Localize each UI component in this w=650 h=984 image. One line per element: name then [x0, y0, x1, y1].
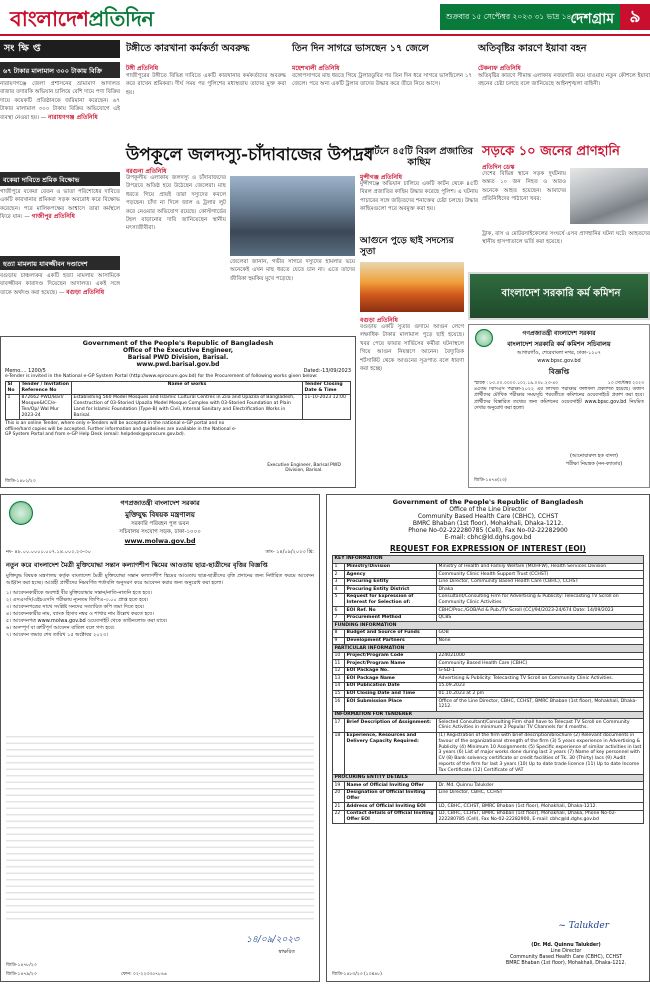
- list-item: ২। এসএসসি/এইচএসসি পরীক্ষায় ন্যূনতম জিপিএ-৩.০০ প্রাপ্ত হতে হবে।: [6, 597, 149, 603]
- eoi-cell-label: EOI Publication Date: [345, 683, 437, 691]
- bpsc-gd: জিডি-১৪৭৪(২৩): [474, 478, 507, 483]
- tender1-gd: জিডি-১৪৮২/২৩: [5, 479, 36, 484]
- story3-byline: প্রতিদিন ডেস্ক: [482, 164, 515, 171]
- cbhc-eoi-notice: [326, 494, 650, 982]
- eoi-cell-no: 17: [333, 719, 345, 732]
- col2-byline: মহেশখালী প্রতিনিধি: [292, 65, 340, 72]
- list-item: ৬। অসম্পূর্ণ বা ত্রুটিপূর্ণ আবেদন বাতিল বলে গণ্য হবে।: [6, 625, 115, 631]
- eoi-section-row: [333, 622, 644, 630]
- story3-cont: ট্রাক, বাস ও মোটরসাইকেলের সংঘর্ষে এসব প্রাণহানির ঘটনা ঘটে। আহতদের স্থানীয় হাসপাতালে ভর্তি করা হয়েছে।: [482, 231, 650, 246]
- eoi-section-title: INFORMATION FOR TENDERER: [333, 711, 644, 719]
- eoi-cell-label: Project/Program Name: [345, 660, 437, 668]
- eoi-cell-label: EOI Submission Place: [345, 698, 437, 711]
- tender1-url[interactable]: www.pwd.barisal.gov.bd: [136, 361, 220, 368]
- tender1-foot: This is an online Tender, where only e-Tenders will be accepted in the national e-GP portal and no offline/hard copies will be accepted. Further information and guidelines are available in the National e-GP System Portal and from e-GP Help Desk (email: helpdesk@eprocure.gov.bd).: [5, 420, 237, 438]
- eoi-cell-label: Designation of Official Inviting Offer: [345, 790, 437, 803]
- eoi-sign-block: [491, 943, 641, 967]
- table-row: [333, 630, 644, 638]
- eoi-cell-value: QCBS: [437, 614, 644, 622]
- eoi-cell-no: 16: [333, 698, 345, 711]
- table-row: [333, 563, 644, 571]
- eoi-cell-no: 5: [333, 593, 345, 606]
- issue-date: শুক্রবার ১৫ সেপ্টেম্বর ২০২৩ ৩১ ভাদ্র ১৪৩০: [446, 12, 582, 21]
- lead-text: উপকূলীয় এলাকায় জলদস্যু ও চাঁদাবাজদের উপদ্রবে অতিষ্ঠ হয়ে উঠেছেন জেলেরা। মাছ ধরতে গিয়ে প্রায়ই তারা দস্যুদের কবলে পড়ছেন। চাঁদা না দিলে জাল ও ট্রলার লুট করে নেওয়ার অভিযোগ রয়েছে। কোস্টগার্ডের টহল বাড়ানোর দাবি জানিয়েছেন স্থানীয় মৎস্যজীবীরা।: [126, 175, 226, 232]
- eoi-cell-no: 22: [333, 811, 345, 824]
- molwa-body: মুক্তিযুদ্ধ বিষয়ক মন্ত্রণালয় কর্তৃক বাংলাদেশ মৈত্রী মুক্তিযোদ্ধা সন্তান কল্যাণশীপ স্কিমের আওতায় ছাত্র-ছাত্রীদের বৃত্তি প্রদানের জন্য নির্ধারিত ফরমে আবেদন আহ্বান করা হচ্ছে। আগ্রহী প্রার্থীদের নিম্নবর্ণিত শর্তাবলি অনুসরণ করে আবেদন করার জন্য অনুরোধ করা হলো।: [6, 573, 314, 586]
- eoi-cell-label: Contact details of Official Inviting Offer EOI: [345, 811, 437, 824]
- page-number: ৯: [620, 4, 650, 30]
- eoi-cell-value: Community Clinic Health Support Trust (CCHST): [437, 571, 644, 579]
- brief3-title: হত্যা মামলায় যাবজ্জীবন দণ্ডাদেশ: [0, 256, 120, 270]
- eoi-cell-value: GOB: [437, 630, 644, 638]
- eoi-cell-label: Development Partners: [345, 637, 437, 645]
- bpsc-memo-row: [474, 380, 644, 387]
- eoi-cell-value: LD, CBHC, CCHST, BMRC Bhaban (1st floor), Mohakhali, Dhaka, Phone No-02-222280785 (Cell), Fax No-02-22282900, E-mail: cbhc@ld.dghs.gov.bd: [437, 811, 644, 824]
- eoi-t3: Community Based Health Care (CBHC), CCHST: [417, 513, 559, 520]
- eoi-cell-no: 12: [333, 667, 345, 675]
- eoi-title: REQUEST FOR EXPRESSION OF INTEREST (EOI): [390, 544, 586, 553]
- molwa-gd: জিডি-১৪৭৮/২৩: [6, 963, 37, 968]
- col1-byline: টঙ্গী প্রতিনিধি: [126, 65, 159, 72]
- eoi-cell-label: Procuring Entity District: [345, 586, 437, 594]
- eoi-gd: জিডি-১৪৮৩/২৩ (১০x৪৮): [332, 972, 382, 977]
- truck-photo: [570, 168, 648, 224]
- story2-headline: কার্টনে ৪৫টি বিরল প্রজাতির কাছিম: [365, 146, 473, 168]
- list-item: ১। আবেদনকারীকে অবশ্যই বীর মুক্তিযোদ্ধার সন্তান/নাতি-নাতনি হতে হবে।: [6, 590, 152, 596]
- table-row: [333, 719, 644, 732]
- story4-headline: আগুনে পুড়ে ছাই সদস্যের সুতা: [360, 236, 454, 257]
- brief1-text: নারায়ণগঞ্জে জেলা প্রশাসনের ভ্রাম্যমাণ আদালত বাজার তদারকি অভিযান চালিয়ে বেশি দামে পণ্য বিক্রির দায়ে কয়েকটি প্রতিষ্ঠানকে জরিমানা করেছেন। ৬৭ টাকার মালামাল ৩০০ টাকায় বিক্রির অভিযোগে এই ব্যবস্থা নেওয়া হয়। — নারায়ণগঞ্জ প্রতিনিধি: [0, 81, 120, 121]
- lead-photo: [230, 176, 355, 256]
- molwa-gd2: জিডি-১৪৭৯/২৩: [6, 972, 37, 977]
- list-item: ৫। আবেদনপত্র www.molwa.gov.bd ওয়েবসাইট থেকে ডাউনলোড করা যাবে।: [6, 618, 168, 624]
- col2-text: বঙ্গোপসাগরে মাছ ধরতে গিয়ে ট্রলারডুবির পর তিন দিন ধরে সাগরে ভাসছিলেন ১৭ জেলে। পরে অন্য একটি ট্রলার তাদের উদ্ধার করে তীরে নিয়ে আসে।: [292, 73, 472, 88]
- eoi-t4: BMRC Bhaban (1st floor), Mohakhali, Dhaka-1212.: [412, 520, 564, 527]
- eoi-cell-value: Consultant/Consulting Firm for Advertising & Publicity: Telecasting TV Scroll on Community Clinic Activities: [437, 593, 644, 606]
- bpsc-sign-photo: [468, 272, 650, 320]
- table-row: [333, 698, 644, 711]
- section-name: দেশগ্রাম: [570, 11, 614, 27]
- story3-text: দেশের বিভিন্ন স্থানে সড়ক দুর্ঘটনায় অন্তত ১০ জন নিহত ও আরও অনেকে আহত হয়েছেন। আমাদের প্রতিনিধিদের পাঠানো খবর:: [482, 171, 566, 203]
- eoi-cell-value: LD, CBHC, CCHST, BMRC Bhaban (1st floor), Mohakhali, Dhaka-1212.: [437, 803, 644, 811]
- tender1-gov: Government of the People's Republic of Bangladesh: [82, 339, 274, 347]
- molwa-t2: মুক্তিযুদ্ধ বিষয়ক মন্ত্রণালয়: [125, 511, 195, 519]
- table-row: [333, 578, 644, 586]
- story3-headline: সড়কে ১০ জনের প্রাণহানি: [482, 144, 620, 159]
- eoi-cell-label: EOI Closing Date and Time: [345, 690, 437, 698]
- molwa-url[interactable]: www.molwa.gov.bd: [124, 537, 196, 545]
- bpsc-url[interactable]: www.bpsc.gov.bd: [537, 358, 581, 364]
- masthead: [10, 3, 153, 38]
- eoi-section-title: KEY INFORMATION: [333, 556, 644, 564]
- eoi-cell-label: Procurement Method: [345, 614, 437, 622]
- tender1-table: [5, 381, 351, 420]
- list-item: ৭। আবেদন জমার শেষ তারিখ ১৫ অক্টোবর ২০২৩।: [6, 632, 108, 638]
- eoi-cell-value: 15.09.2023: [437, 683, 644, 691]
- bpsc-signer: (আনোয়ারুল হক বাদল): [569, 453, 619, 459]
- td-work: Establishing 560 Model Mosques and Islamic Cultural Centres in Zila and Upazila of Bangladesh, Construction of 03-Storied Upazila Model Mosque Complex with 03-Storied Foundation at Plain Land for Islamic Foundation (Type-B) with Civil, Internal Sanitary and Electrification Works in Barisal.: [72, 394, 303, 419]
- bpsc-sdesig: পরীক্ষা নিয়ন্ত্রক (নন-ক্যাডার): [565, 461, 623, 467]
- eoi-t1: Government of the People's Republic of Bangladesh: [392, 498, 584, 506]
- table-row: [6, 394, 351, 419]
- eoi-section-row: [333, 774, 644, 782]
- story4-text: বগুড়ায় একটি সুতার গুদামে আগুন লেগে লক্ষাধিক টাকার মালামাল পুড়ে ছাই হয়েছে। খবর পেয়ে ফায়ার সার্ভিসের কর্মীরা ঘটনাস্থলে গিয়ে আগুন নিয়ন্ত্রণে আনেন। বৈদ্যুতিক শর্টসার্কিট থেকে আগুনের সূত্রপাত বলে ধারণা করা হচ্ছে।: [360, 324, 464, 373]
- headline-1: টঙ্গীতে কারখানা কর্মকর্তা অবরুদ্ধ: [126, 43, 250, 54]
- tender1-memo: Memo.... 1200/5: [5, 368, 46, 374]
- bpsc-addr: আগারগাঁও, শেরেবাংলা নগর, ঢাকা-১২০৭: [516, 350, 601, 356]
- table-row: [333, 690, 644, 698]
- eoi-cell-label: EOI Package Name: [345, 675, 437, 683]
- molwa-signer: স্বাক্ষরিত: [278, 949, 295, 955]
- bpsc-notice: [468, 324, 650, 488]
- story2-byline: মুন্সীগঞ্জ প্রতিনিধি: [360, 174, 402, 181]
- molwa-points: [6, 590, 314, 639]
- th-date: Tender Closing Date & Time: [303, 381, 351, 394]
- eoi-section-row: [333, 645, 644, 653]
- eoi-cell-no: 3: [333, 578, 345, 586]
- eoi-cell-value: 01.10.2023 at 2 pm: [437, 690, 644, 698]
- lead-headline: উপকূলে জলদস্যু-চাঁদাবাজের উপদ্রব: [126, 145, 374, 165]
- headline-3: অতিবৃষ্টির কারণে ইয়াবা বহন: [478, 43, 587, 54]
- eoi-cell-no: 1: [333, 563, 345, 571]
- bpsc-title: বিজ্ঞপ্তি: [548, 368, 570, 376]
- eoi-section-row: [333, 556, 644, 564]
- molwa-date: তাং- ১৪/০৯/২০২৩ খ্রি:: [265, 549, 314, 555]
- eoi-s2: Community Based Health Care (CBHC), CCHST: [509, 955, 623, 960]
- eoi-cell-no: 2: [333, 571, 345, 579]
- eoi-cell-label: Procuring Entity: [345, 578, 437, 586]
- eoi-cell-no: 14: [333, 683, 345, 691]
- eoi-cell-label: Request for Expression of Interest for Selection of:: [345, 593, 437, 606]
- tender1-sign: Executive Engineer, Barisal PWD Division, Barisal.: [267, 463, 341, 473]
- molwa-signature: ১৪/০৯/২০২৩: [246, 935, 299, 945]
- eoi-cell-label: Brief Description of Assignment:: [345, 719, 437, 732]
- molwa-memo-row: [6, 549, 314, 557]
- eoi-cell-no: 7: [333, 614, 345, 622]
- bpsc-t2: বাংলাদেশ সরকারি কর্ম কমিশন সচিবালয়: [507, 340, 611, 348]
- page-header: [0, 0, 650, 36]
- molwa-headline: নতুন করে বাংলাদেশ মৈত্রী মুক্তিযোদ্ধা সন্তান কল্যাণশীপ স্কিমের আওতায় ছাত্র-ছাত্রীদের বৃত্তির বিজ্ঞপ্তি: [6, 561, 268, 569]
- fire-photo: [360, 262, 464, 312]
- table-row: [333, 607, 644, 615]
- tender1-place: Barisal PWD Division, Barisal.: [127, 354, 229, 361]
- table-row: [333, 811, 644, 824]
- eoi-table: [332, 555, 644, 824]
- eoi-cell-value: Line Director, CBHC, CCHST: [437, 790, 644, 803]
- brief-label: সংক্ষিপ্ত: [0, 40, 120, 58]
- eoi-cell-value: Office of the Line Director, CBHC, CCHST, BMRC Bhaban (1st floor), Mohakhali, Dhaka-1212.: [437, 698, 644, 711]
- molwa-t3: সরকারি পরিবহন পুল ভবন: [131, 521, 189, 527]
- table-row: [333, 683, 644, 691]
- masthead-part2: প্রতিদিন: [88, 6, 154, 31]
- eoi-cell-value: Selected Consultant/Consulting Firm shall have to Telecast TV Scroll on Community Clinic Activities in minimum 2 Popular TV Channels for 4 months.: [437, 719, 644, 732]
- td-ref: 872662 PWD/Barl/ Mosque&ICC/e-Ten/Op/ Wal Mur 2023-24: [20, 394, 72, 419]
- eoi-s3: BMRC Bhaban (1st floor), Mohakhali, Dhaka-1212.: [505, 961, 627, 966]
- eoi-s1: Line Director: [550, 949, 582, 954]
- th-name: Name of works: [72, 381, 303, 394]
- eoi-cell-label: Name of Official Inviting Offer: [345, 782, 437, 790]
- eoi-cell-value: Line Director, Community Based Health Care (CBHC), CCHST: [437, 578, 644, 586]
- molwa-notice: [0, 494, 320, 982]
- table-row: [333, 782, 644, 790]
- eoi-cell-no: 20: [333, 790, 345, 803]
- brief3-text: বগুড়ায় চাঞ্চল্যকর একটি হত্যা মামলায় আসামিকে যাবজ্জীবন কারাদণ্ড দিয়েছেন আদালত। একই সঙ্গে তাকে অর্থদণ্ড করা হয়েছে। — বগুড়া প্রতিনিধি: [0, 273, 120, 296]
- eoi-cell-no: 6: [333, 607, 345, 615]
- th-sl: Sl No: [6, 381, 20, 394]
- tender1-header-row: [6, 381, 351, 394]
- table-row: [333, 637, 644, 645]
- eoi-cell-label: Budget and Source of Funds: [345, 630, 437, 638]
- gov-seal-icon: [475, 329, 493, 347]
- col3-text: অতিবৃষ্টির কারণে সীমান্ত এলাকায় নজরদারি কমে যাওয়ায় নতুন কৌশলে ইয়াবা বহনের চেষ্টা চলছে বলে জানিয়েছে আইনশৃঙ্খলা বাহিনী।: [478, 73, 650, 88]
- eoi-cell-label: Experience, Resources and Delivery Capacity Required:: [345, 732, 437, 774]
- td-date: 11-10-2023 12:00: [303, 394, 351, 419]
- list-item: ৪। আবেদনকারীর নাম, ব্যাংক হিসাব নম্বর ও শাখার নাম উল্লেখ করতে হবে।: [6, 611, 154, 617]
- eoi-cell-label: Ministry/Division: [345, 563, 437, 571]
- brief2-title: বকেয়া দাবিতে শ্রমিক বিক্ষোভ: [0, 172, 120, 186]
- story2-text: মুন্সীগঞ্জে অভিযান চালিয়ে একটি কার্টন থেকে ৪৫টি বিরল প্রজাতির কাছিম উদ্ধার করেছে পুলিশ। এ ঘটনায় পাচারের সঙ্গে জড়িতদের শনাক্তের চেষ্টা চলছে। উদ্ধার কাছিমগুলো পরে অবমুক্ত করা হয়।: [360, 181, 478, 213]
- eoi-t2: Office of the Line Director: [449, 506, 527, 513]
- col3-byline: টেকনাফ প্রতিনিধি: [478, 65, 521, 72]
- bpsc-sign-text: বাংলাদেশ সরকারি কর্ম কমিশন: [501, 288, 621, 299]
- eoi-signature: ~ Talukder: [558, 921, 609, 931]
- eoi-t5: Phone No-02-222280785 (Cell), Fax No-02-22282900: [408, 527, 568, 534]
- eoi-cell-label: EOI Ref. No: [345, 607, 437, 615]
- table-row: [333, 614, 644, 622]
- table-row: [333, 586, 644, 594]
- table-row: [333, 732, 644, 774]
- eoi-cell-value: CBHC/Proc./GOB/Ad & Pub./TV Scroll (CC)/94/2023-24/674 Date: 14/09/2023: [437, 607, 644, 615]
- eoi-cell-value: Advertising & Publicity: Telecasting TV Scroll on Community Clinic Activities.: [437, 675, 644, 683]
- table-row: [333, 667, 644, 675]
- eoi-t6: E-mail: cbhc@ld.dghs.gov.bd: [444, 534, 532, 541]
- eoi-cell-value: Community Based Health Care (CBHC): [437, 660, 644, 668]
- pwd-tender-ad: [0, 336, 356, 488]
- bpsc-t1: গণপ্রজাতন্ত্রী বাংলাদেশ সরকার: [522, 330, 596, 337]
- bpsc-memo: স্মারক : ৮০.০০.০০০০.১০২.১৯.০০৮.২৩-৪০: [474, 381, 559, 386]
- molwa-addr: সচিবালয় সংযোগ সড়ক, ঢাকা-১০০০: [119, 529, 201, 535]
- eoi-cell-value: 224021000: [437, 652, 644, 660]
- eoi-cell-label: Project/Program Code: [345, 652, 437, 660]
- masthead-part1: বাংলাদেশ: [10, 6, 89, 31]
- th-ref: Tender / Invitation Reference No: [20, 381, 72, 394]
- tender1-note: e-Tender is invited in the National e-GP System Portal (http://www.eprocure.gov.bd) for the Procurement of following works given below:: [5, 374, 318, 379]
- eoi-cell-no: 21: [333, 803, 345, 811]
- eoi-cell-no: 15: [333, 690, 345, 698]
- eoi-cell-no: 8: [333, 630, 345, 638]
- eoi-cell-value: G-SD-1: [437, 667, 644, 675]
- brief2-text: গাজীপুরে বকেয়া বেতন ও ভাতা পরিশোধের দাবিতে একটি কারখানার শ্রমিকরা সড়ক অবরোধ করে বিক্ষোভ করেছেন। পরে মালিকপক্ষের আশ্বাসে তারা কর্মস্থলে ফিরে যান। — গাজীপুর প্রতিনিধি: [0, 189, 120, 221]
- eoi-cell-value: None: [437, 637, 644, 645]
- eoi-signer: (Dr. Md. Quinnu Talukder): [531, 943, 601, 948]
- tender1-office: Office of the Executive Engineer,: [123, 347, 233, 354]
- eoi-cell-value: Ministry of Health and Family Welfare (MOHFW), Health Services Division: [437, 563, 644, 571]
- col1-text: গাজীপুরের টঙ্গীতে বিভিন্ন দাবিতে একটি কারখানার কর্মকর্তাদের অবরুদ্ধ করে রাখেন শ্রমিকরা। দীর্ঘ সময় পর পুলিশের মধ্যস্থতায় তাদের মুক্ত করা হয়।: [126, 73, 286, 96]
- eoi-cell-value: (1) Registration of the firm with brief description/brochure (2) Relevant documents in favour of the organizational strength of the firm (3) 5 years experience in Advertising & Publicity (4) Minimum 10 Assignments (5) Specific experience of similar activities in last 3 years (6) List of major works done during last 3 years (7) Name of key personnel with CV (8) Bank solvency certificate or credit facilities of Tk. 30 (Thirty) lacs (9) Audit reports of the firm for last 3 years (10) Up to date trade licence (11) Up to date Income Tax Certificate (12) Certificate of VAT: [437, 732, 644, 774]
- bpsc-date: ১৩ সেপ্টেম্বর ২০২৩: [607, 381, 644, 386]
- eoi-section-title: PARTICULAR INFORMATION: [333, 645, 644, 653]
- list-item: ৩। আবেদনপত্রের সাথে সংশ্লিষ্ট সনদের সত্যায়িত কপি জমা দিতে হবে।: [6, 604, 145, 610]
- eoi-cell-value: Dr. Md. Quinnu Talukder: [437, 782, 644, 790]
- eoi-cell-no: 13: [333, 675, 345, 683]
- table-row: [333, 652, 644, 660]
- eoi-cell-no: 10: [333, 652, 345, 660]
- table-row: [333, 571, 644, 579]
- td-sl: 1: [6, 394, 20, 419]
- eoi-cell-label: Address of Official Inviting EOI: [345, 803, 437, 811]
- tender1-dated: Dated:-13/09/2023: [303, 368, 351, 374]
- eoi-cell-label: EOI Package No.: [345, 667, 437, 675]
- section-bar: [440, 4, 650, 30]
- story4-byline: বগুড়া প্রতিনিধি: [360, 317, 398, 324]
- table-row: [333, 803, 644, 811]
- molwa-memo: নং- ৪৮.০০.০০০০.০০৭.১৪.০০২.২৩-৩০: [6, 549, 91, 555]
- table-row: [333, 660, 644, 668]
- eoi-section-title: FUNDING INFORMATION: [333, 622, 644, 630]
- eoi-cell-no: 11: [333, 660, 345, 668]
- molwa-phone: ফোন: ০২-২২৩৩৫৭৮৪৬: [121, 972, 167, 977]
- molwa-t1: গণপ্রজাতন্ত্রী বাংলাদেশ সরকার: [120, 499, 200, 507]
- bpsc-body: ৪৫তম বিসিএস পরীক্ষা-২০২২ এর লিখিত পরীক্ষার ফলাফল প্রকাশিত হয়েছে। উত্তীর্ণ প্রার্থীদের মৌখিক পরীক্ষার সময়সূচি পরবর্তীতে কমিশনের ওয়েবসাইটে প্রকাশ করা হবে। প্রার্থীদের বিস্তারিত তথ্যের জন্য কমিশনের ওয়েবসাইট www.bpsc.gov.bd নিয়মিত দেখার অনুরোধ করা হলো।: [474, 387, 644, 412]
- eoi-section-title: PROCURING ENTITY DETAILS: [333, 774, 644, 782]
- table-row: [333, 790, 644, 803]
- eoi-cell-no: 4: [333, 586, 345, 594]
- eoi-cell-no: 19: [333, 782, 345, 790]
- brief1-title: ৬৭ টাকার মালামাল ৩০০ টাকায় বিক্রি: [0, 62, 120, 78]
- table-row: [333, 675, 644, 683]
- eoi-cell-value: Dhaka: [437, 586, 644, 594]
- eoi-section-row: [333, 711, 644, 719]
- eoi-cell-no: 18: [333, 732, 345, 774]
- molwa-body-lines: [6, 731, 314, 921]
- eoi-cell-no: 9: [333, 637, 345, 645]
- lead-cont: জেলেরা জানান, গভীর সাগরে দস্যুদের হামলার ভয়ে অনেকেই এখন মাছ ধরতে যেতে চান না। এতে তাদের জীবিকা হুমকির মুখে পড়েছে।: [230, 259, 355, 282]
- headline-2: তিন দিন সাগরে ভাসছেন ১৭ জেলে: [292, 43, 429, 54]
- eoi-cell-label: Agency: [345, 571, 437, 579]
- table-row: [333, 593, 644, 606]
- gov-seal-icon: [9, 501, 33, 525]
- lead-byline: বরগুনা প্রতিনিধি: [126, 168, 167, 175]
